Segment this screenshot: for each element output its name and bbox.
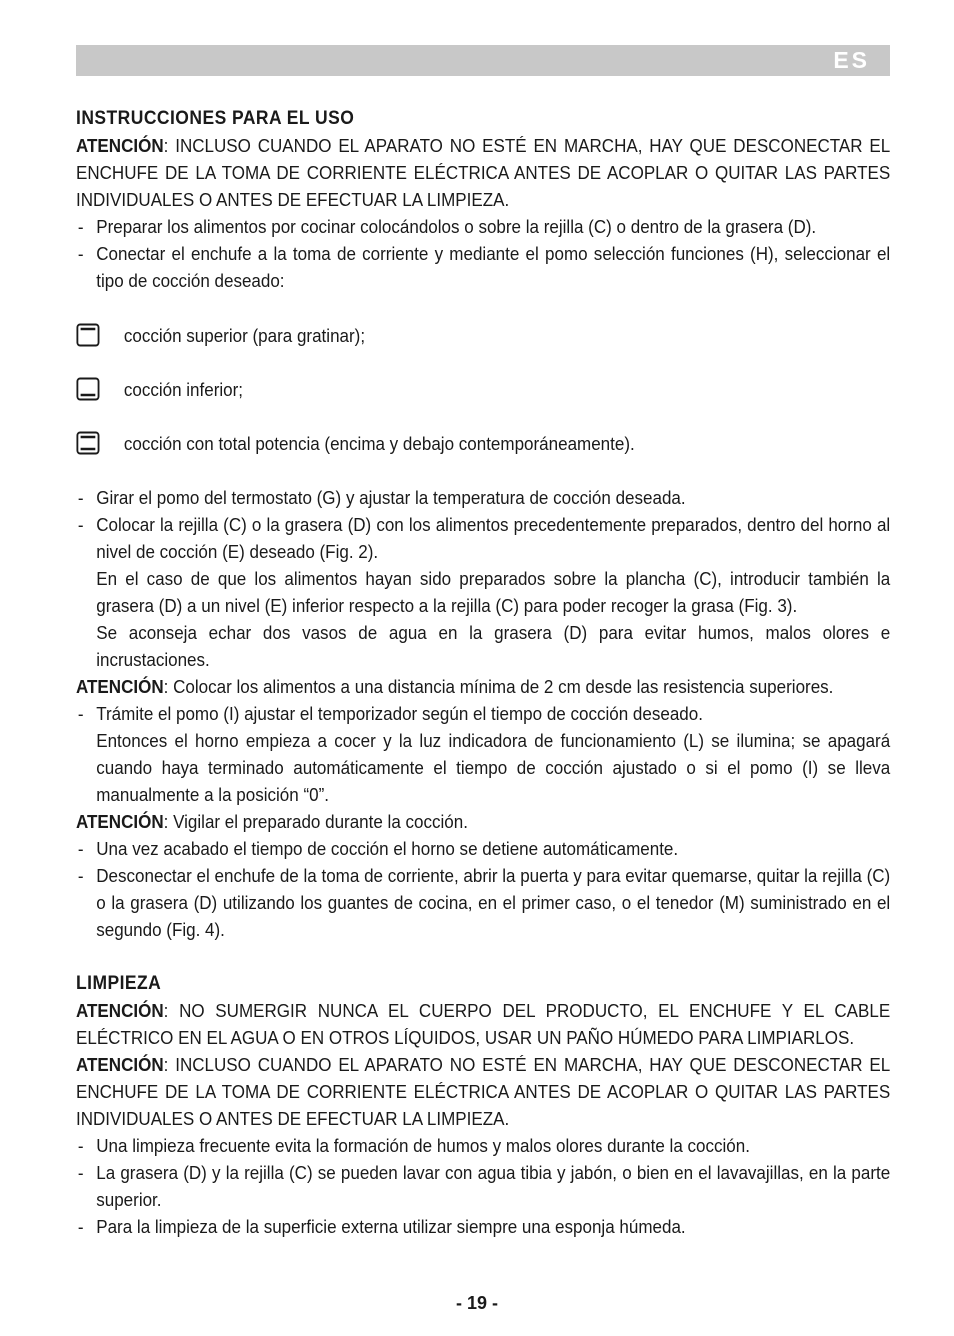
warning-label: ATENCIÓN xyxy=(76,135,164,156)
warning-paragraph xyxy=(76,808,890,835)
warning-text: : INCLUSO CUANDO EL APARATO NO ESTÉ EN MARCHA, HAY QUE DESCONECTAR EL ENCHUFE DE LA TOMA DE CORRIENTE ELÉCTRICA ANTES DE ACOPLAR O QUITAR LAS PARTES INDIVIDUALES O ANTES DE EFECTUAR LA LIMPIEZA. xyxy=(76,135,891,210)
page-content xyxy=(76,105,890,1240)
warning-label: ATENCIÓN xyxy=(76,676,164,697)
mode-label: cocción con total potencia (encima y debajo contemporáneamente). xyxy=(123,432,635,454)
warning-text: : Colocar los alimentos a una distancia mínima de 2 cm desde las resistencia superiores. xyxy=(163,676,834,697)
header-bar xyxy=(76,45,890,76)
step-item: - Para la limpieza de la superficie externa utilizar siempre una esponja húmeda. xyxy=(76,1213,890,1240)
mode-item-top-bottom xyxy=(76,416,890,470)
mode-item-bottom xyxy=(76,362,890,416)
step-item: - Trámite el pomo (I) ajustar el temporizador según el tiempo de cocción deseado. xyxy=(76,700,890,727)
step-continuation: En el caso de que los alimentos hayan sido preparados sobre la plancha (C), introducir también la grasera (D) a un nivel (E) inferior respecto a la rejilla (C) para poder recoger la grasa (Fig. 3). xyxy=(96,568,891,616)
page-number: - 19 - xyxy=(455,1293,498,1313)
step-continuation: Se aconseja echar dos vasos de agua en la grasera (D) para evitar humos, malos olores e incrustaciones. xyxy=(96,622,891,670)
warning-text: : NO SUMERGIR NUNCA EL CUERPO DEL PRODUCTO, EL ENCHUFE Y EL CABLE ELÉCTRICO EN EL AGUA O EN OTROS LÍQUIDOS, USAR UN PAÑO HÚMEDO PARA LIMPIARLOS. xyxy=(76,1000,891,1048)
step-item: - Una limpieza frecuente evita la formación de humos y malos olores durante la cocción. xyxy=(76,1132,890,1159)
section-title-cleaning: LIMPIEZA xyxy=(76,973,162,994)
warning-paragraph xyxy=(76,997,890,1051)
warning-paragraph xyxy=(76,132,890,213)
step-item: - Girar el pomo del termostato (G) y ajustar la temperatura de cocción deseada. xyxy=(76,484,890,511)
top-heat-icon xyxy=(76,323,124,347)
step-item: - Preparar los alimentos por cocinar colocándolos o sobre la rejilla (C) o dentro de la grasera (D). xyxy=(76,213,890,240)
warning-text: : Vigilar el preparado durante la cocción. xyxy=(163,811,468,832)
mode-item-top xyxy=(76,308,890,362)
step-item: - Conectar el enchufe a la toma de corriente y mediante el pomo selección funciones (H), seleccionar el tipo de cocción deseado: xyxy=(76,240,890,294)
bottom-heat-icon xyxy=(76,377,124,401)
language-code: ES xyxy=(833,47,870,73)
top-bottom-heat-icon xyxy=(76,431,124,455)
step-item: - Desconectar el enchufe de la toma de corriente, abrir la puerta y para evitar quemarse, quitar la rejilla (C) o la grasera (D) utilizando los guantes de cocina, en el primer caso, o el tenedor (M) suministrado en el segundo (Fig. 4). xyxy=(76,862,890,943)
mode-label: cocción superior (para gratinar); xyxy=(123,324,366,346)
warning-paragraph xyxy=(76,673,890,700)
section-title-instructions: INSTRUCCIONES PARA EL USO xyxy=(76,108,355,129)
warning-label: ATENCIÓN xyxy=(76,811,164,832)
step-item: - Una vez acabado el tiempo de cocción el horno se detiene automáticamente. xyxy=(76,835,890,862)
step-continuation: Entonces el horno empieza a cocer y la luz indicadora de funcionamiento (L) se ilumina; se apagará cuando haya terminado automáticamente el tiempo de cocción ajustado o si el pomo (I) se lleva manualmente a la posición “0”. xyxy=(96,730,891,805)
warning-paragraph xyxy=(76,1051,890,1132)
mode-label: cocción inferior; xyxy=(123,378,244,400)
step-item: - Colocar la rejilla (C) o la grasera (D) con los alimentos precedentemente preparados, dentro del horno al nivel de cocción (E) deseado (Fig. 2). xyxy=(76,511,890,565)
warning-text: : INCLUSO CUANDO EL APARATO NO ESTÉ EN MARCHA, HAY QUE DESCONECTAR EL ENCHUFE DE LA TOMA DE CORRIENTE ELÉCTRICA ANTES DE ACOPLAR O QUITAR LAS PARTES INDIVIDUALES O ANTES DE EFECTUAR LA LIMPIEZA. xyxy=(76,1054,891,1129)
warning-label: ATENCIÓN xyxy=(76,1000,164,1021)
step-item: - La grasera (D) y la rejilla (C) se pueden lavar con agua tibia y jabón, o bien en el lavavajillas, en la parte superior. xyxy=(76,1159,890,1213)
warning-label: ATENCIÓN xyxy=(76,1054,164,1075)
